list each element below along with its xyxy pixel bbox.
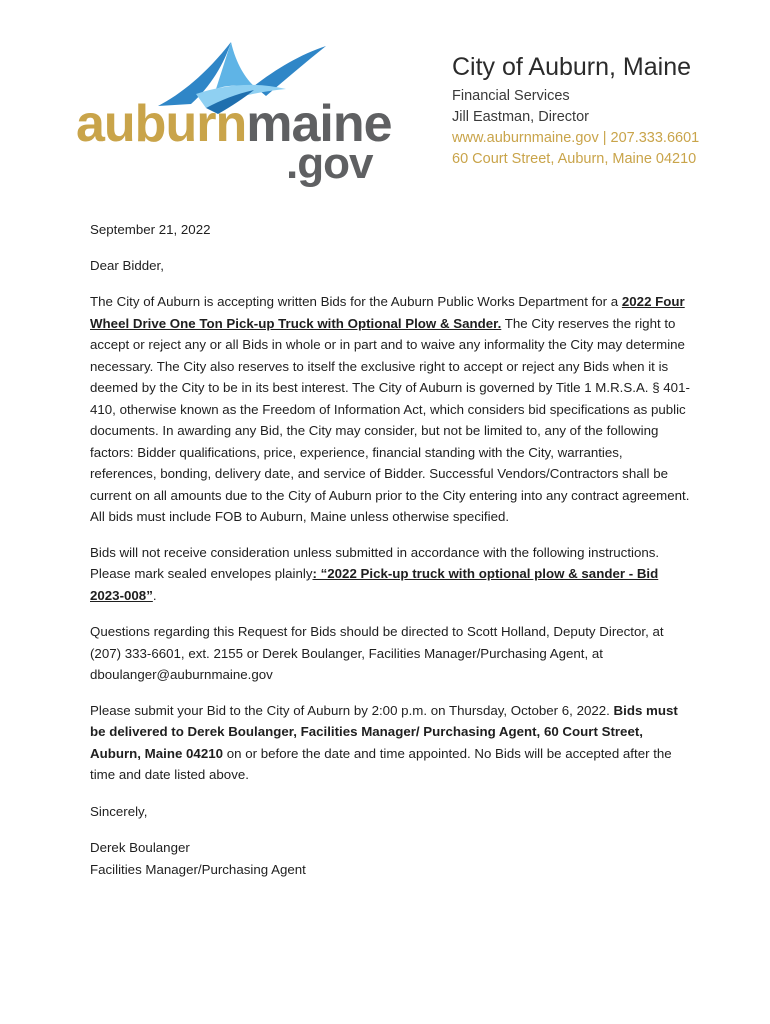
address: 60 Court Street, Auburn, Maine 04210 [452, 151, 697, 167]
auburnmaine-logo [76, 34, 392, 188]
salutation: Dear Bidder, [90, 257, 164, 273]
logo-gov-suffix: .gov [286, 139, 373, 188]
closing: Sincerely, [90, 803, 148, 819]
signer-title: Facilities Manager/Purchasing Agent [90, 861, 306, 877]
paragraph-submission: Please submit your Bid to the City of Auburn by 2:00 p.m. on Thursday, October 6, 2022. Bids must be delivered to Derek Boulanger, Facilities Manager/ Purchasing Agent, 60 Court Street, Auburn, Maine 04210 on or before the date and time appointed. No Bids will be accepted after the time and date listed above. [90, 702, 678, 782]
delivery-instructions: Bids must be delivered to Derek Boulanger, Facilities Manager/ Purchasing Agent, 60 Court Street, Auburn, Maine 04210 [90, 702, 678, 761]
envelope-marking: : “2022 Pick-up truck with optional plow & sander - Bid 2023-008” [90, 566, 659, 603]
paragraph-instructions: Bids will not receive consideration unless submitted in accordance with the following instructions. Please mark sealed envelopes plainly: “2022 Pick-up truck with optional plow & sander - Bid 2023-008”. [90, 544, 660, 603]
letter-date: September 21, 2022 [90, 222, 211, 237]
website-phone[interactable]: www.auburnmaine.gov | 207.333.6601 [452, 130, 700, 146]
letterhead-contact [452, 50, 752, 170]
paragraph-intro: The City of Auburn is accepting written Bids for the Auburn Public Works Department for a 2022 Four Wheel Drive One Ton Pick-up Truck with Optional Plow & Sander. The City reserves the right to accept or reject any or all Bids in whole or in part and to waive any informality the City may determine necessary. The City also reserves to itself the exclusive right to accept or reject any Bids when it is deemed by the City to be in its best interest. The City of Auburn is governed by Title 1 M.R.S.A. § 401-410, otherwise known as the Freedom of Information Act, which considers bid specifications as public documents. In awarding any Bid, the City may consider, but not be limited to, any of the following factors: Bidder qualifications, price, experience, financial standing with the City, warranties, references, bonding, delivery date, and service of Bidder. Successful Vendors/Contractors shall be current on all amounts due to the City of Auburn prior to the City entering into any contract agreement. All bids must include FOB to Auburn, Maine unless otherwise specified. [90, 294, 690, 524]
city-name: City of Auburn, Maine [452, 53, 692, 81]
signer-name: Derek Boulanger [90, 840, 190, 855]
paragraph-questions: Questions regarding this Request for Bids should be directed to Scott Holland, Deputy Director, at (207) 333-6601, ext. 2155 or Derek Boulanger, Facilities Manager/Purchasing Agent, at dboulanger@auburnmaine.gov [90, 624, 664, 682]
department: Financial Services [452, 88, 570, 104]
letter-body [90, 219, 690, 880]
logo-wordmark: auburnmaine [76, 95, 392, 153]
bid-item-title: 2022 Four Wheel Drive One Ton Pick-up Truck with Optional Plow & Sander. [90, 294, 685, 331]
director: Jill Eastman, Director [452, 109, 589, 125]
